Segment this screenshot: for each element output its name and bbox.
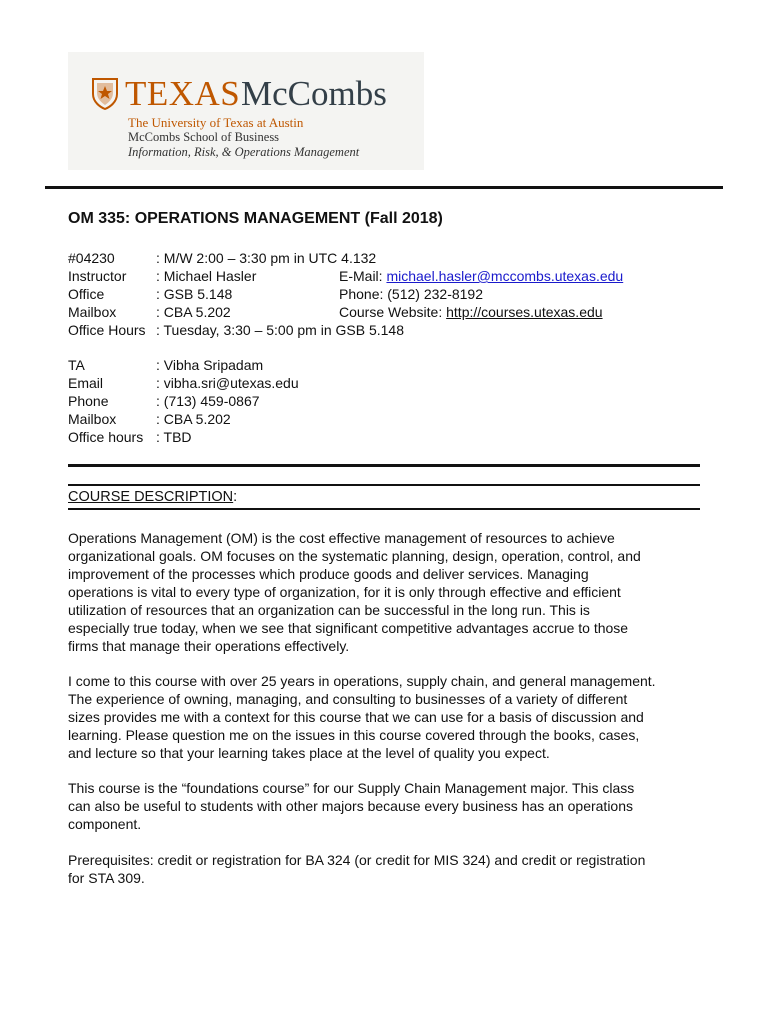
phone-label: Phone:	[339, 286, 388, 302]
text-line: component.	[68, 816, 142, 832]
ta-value: : vibha.sri@utexas.edu	[156, 375, 299, 391]
section-heading-text: COURSE DESCRIPTION	[68, 489, 234, 505]
text-line: learning. Please question me on the issues in this course covered through the books, cases,	[68, 727, 640, 743]
ta-label: Email	[68, 375, 104, 391]
text-line: The experience of owning, managing, and consulting to businesses of a variety of different	[68, 691, 628, 707]
info-label: Office	[68, 286, 105, 302]
course-title: OM 335: OPERATIONS MANAGEMENT (Fall 2018)	[68, 210, 443, 227]
paragraph-prerequisites	[68, 851, 708, 887]
website-label: Course Website:	[339, 304, 447, 320]
text-line: utilization of resources that an organization can be successful in the long run. This is	[68, 602, 590, 618]
ta-value: : CBA 5.202	[156, 411, 231, 427]
info-label: #04230	[68, 250, 115, 266]
ta-value: : TBD	[156, 429, 192, 445]
logo-department: Information, Risk, & Operations Management	[128, 145, 360, 159]
text-line: I come to this course with over 25 years in operations, supply chain, and general management.	[68, 673, 656, 689]
website-field	[339, 303, 603, 321]
email-field	[339, 267, 623, 285]
header-divider	[45, 186, 723, 189]
ta-label: TA	[68, 357, 85, 373]
logo-texas: TEXAS	[125, 74, 241, 113]
text-line: especially true today, when we see that significant competitive advantages accrue to those	[68, 620, 629, 636]
ta-value: : Vibha Sripadam	[156, 357, 264, 373]
text-line: sizes provides me with a context for this course that we can use for a basis of discussion and	[68, 709, 644, 725]
text-line: This course is the “foundations course” for our Supply Chain Management major. This class	[68, 780, 635, 796]
text-line: improvement of the processes which produce goods and deliver services. Managing	[68, 566, 589, 582]
phone-value: (512) 232-8192	[387, 286, 484, 302]
section-divider-bottom	[68, 508, 700, 510]
section-divider-top	[68, 484, 700, 486]
text-line: Operations Management (OM) is the cost effective management of resources to achieve	[68, 530, 615, 546]
ut-shield-icon	[92, 78, 118, 110]
paragraph-foundations	[68, 779, 708, 833]
text-line: firms that manage their operations effectively.	[68, 638, 350, 654]
text-line: Prerequisites: credit or registration for BA 324 (or credit for MIS 324) and credit or registration	[68, 852, 646, 868]
course-website-link[interactable]: http://courses.utexas.edu	[446, 304, 603, 320]
info-label: Instructor	[68, 268, 127, 284]
email-label: E-Mail:	[339, 268, 387, 284]
info-value: : Tuesday, 3:30 – 5:00 pm in GSB 5.148	[156, 322, 405, 338]
text-line: and lecture so that your learning takes place at the level of quality you expect.	[68, 745, 550, 761]
mccombs-logo	[68, 52, 424, 170]
section-heading-colon: :	[233, 489, 238, 505]
instructor-email-link[interactable]: michael.hasler@mccombs.utexas.edu	[386, 268, 624, 284]
paragraph-instructor-experience	[68, 672, 708, 762]
phone-field	[339, 285, 483, 303]
info-label: Mailbox	[68, 304, 117, 320]
ta-label: Phone	[68, 393, 109, 409]
section-divider-thick	[68, 464, 700, 467]
logo-school: McCombs School of Business	[128, 130, 280, 144]
ta-label: Mailbox	[68, 411, 117, 427]
section-heading	[68, 488, 237, 506]
info-value: : M/W 2:00 – 3:30 pm in UTC 4.132	[156, 250, 377, 266]
info-value: : CBA 5.202	[156, 304, 231, 320]
info-label: Office Hours	[68, 322, 146, 338]
logo-university: The University of Texas at Austin	[128, 115, 304, 130]
logo-mccombs: McCombs	[241, 74, 387, 113]
text-line: organizational goals. OM focuses on the systematic planning, design, operation, control, and	[68, 548, 641, 564]
text-line: for STA 309.	[68, 870, 145, 886]
ta-label: Office hours	[68, 429, 144, 445]
info-value: : GSB 5.148	[156, 286, 233, 302]
info-value: : Michael Hasler	[156, 268, 257, 284]
text-line: operations is vital to every type of organization, for it is only through effective and efficient	[68, 584, 621, 600]
ta-value: : (713) 459-0867	[156, 393, 260, 409]
text-line: can also be useful to students with other majors because every business has an operations	[68, 798, 633, 814]
paragraph-om-definition	[68, 529, 708, 655]
